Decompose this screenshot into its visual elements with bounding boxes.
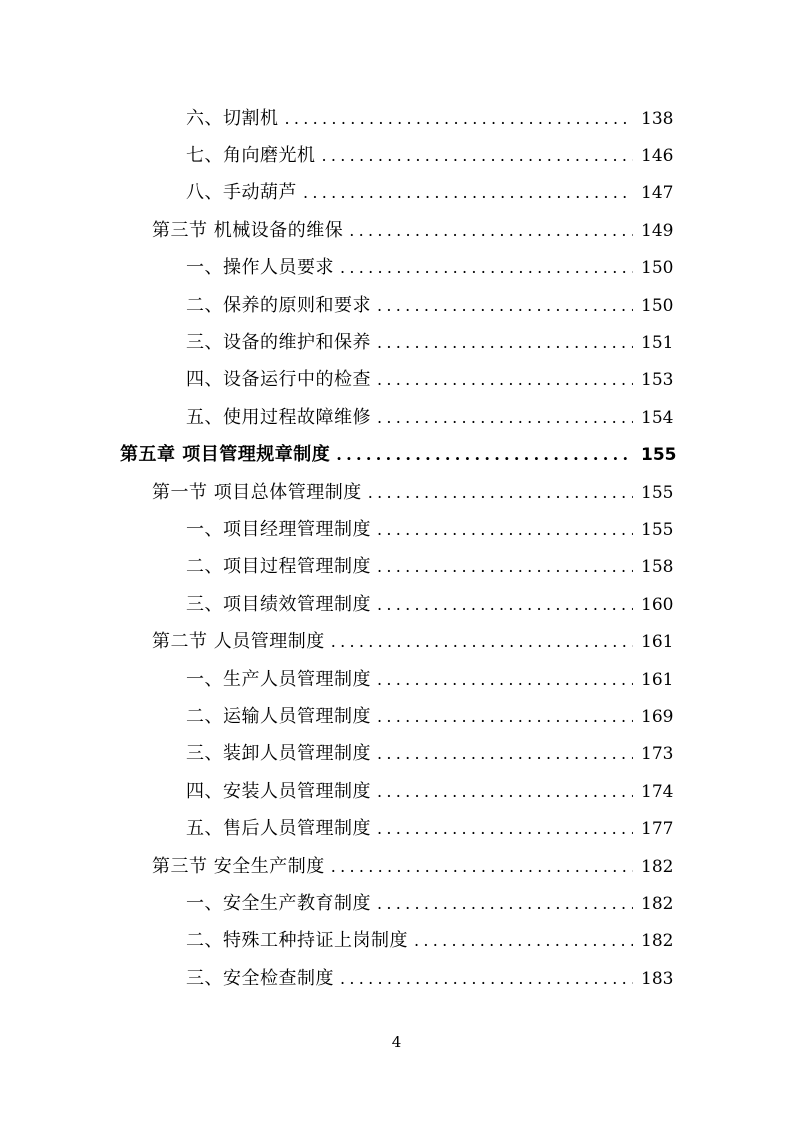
toc-entry-title: 七、角向磨光机 [186,145,316,167]
dot-leader [368,482,633,504]
toc-entry[interactable] [0,474,793,511]
toc-entry-title: 第三节 机械设备的维保 [152,219,344,241]
toc-entry-title: 一、生产人员管理制度 [186,668,371,690]
toc-entry-title: 第五章 项目管理规章制度 [120,444,331,466]
toc-entry[interactable] [0,287,793,324]
toc-entry-page-number: 158 [641,557,674,578]
toc-entry-title: 一、操作人员要求 [186,257,334,279]
toc-entry[interactable] [0,437,793,474]
toc-entry[interactable] [0,175,793,212]
toc-entry[interactable] [0,137,793,174]
dot-leader [285,108,634,130]
toc-entry[interactable] [0,960,793,997]
toc-entry-title: 三、项目绩效管理制度 [186,593,371,615]
toc-entry-page-number: 154 [641,407,674,428]
dot-leader [340,968,633,990]
toc-entry-title: 四、设备运行中的检查 [186,369,371,391]
toc-entry[interactable] [0,549,793,586]
toc-entry-title: 三、设备的维护和保养 [186,332,371,354]
toc-entry[interactable] [0,362,793,399]
toc-entry-page-number: 177 [641,819,674,840]
toc-entry-title: 二、运输人员管理制度 [186,705,371,727]
toc-entry[interactable] [0,698,793,735]
dot-leader [377,594,633,616]
dot-leader [377,743,633,765]
dot-leader [349,220,633,242]
dot-leader [377,407,633,429]
dot-leader [336,444,633,466]
toc-entry-title: 二、保养的原则和要求 [186,294,371,316]
dot-leader [377,519,633,541]
toc-entry[interactable] [0,661,793,698]
toc-entry-page-number: 155 [641,519,674,540]
toc-entry-page-number: 155 [641,445,677,466]
toc-entry-page-number: 161 [641,632,674,653]
toc-entry-title: 一、项目经理管理制度 [186,518,371,540]
toc-entry-page-number: 173 [641,744,674,765]
toc-entry[interactable] [0,810,793,847]
toc-entry-page-number: 155 [641,482,674,503]
toc-entry-page-number: 161 [641,669,674,690]
table-of-contents [0,100,793,997]
toc-entry-page-number: 150 [641,258,674,279]
toc-entry-page-number: 153 [641,370,674,391]
toc-entry[interactable] [0,923,793,960]
toc-entry-page-number: 182 [641,931,674,952]
toc-entry-title: 一、安全生产教育制度 [186,892,371,914]
toc-entry-title: 第二节 人员管理制度 [152,631,325,653]
toc-entry-title: 二、特殊工种持证上岗制度 [186,930,408,952]
toc-entry-title: 五、售后人员管理制度 [186,818,371,840]
dot-leader [331,631,633,653]
dot-leader [303,182,633,204]
toc-entry-page-number: 147 [641,183,674,204]
dot-leader [377,332,633,354]
toc-entry-title: 六、切割机 [186,107,279,129]
dot-leader [377,369,633,391]
toc-entry[interactable] [0,100,793,137]
toc-entry[interactable] [0,399,793,436]
dot-leader [340,257,633,279]
toc-entry[interactable] [0,773,793,810]
toc-entry-page-number: 151 [641,333,674,354]
toc-entry-title: 第一节 项目总体管理制度 [152,481,362,503]
toc-entry[interactable] [0,511,793,548]
dot-leader [377,706,633,728]
toc-entry[interactable] [0,212,793,249]
toc-entry[interactable] [0,250,793,287]
dot-leader [377,818,633,840]
toc-entry-page-number: 174 [641,781,674,802]
dot-leader [377,669,633,691]
toc-entry-page-number: 150 [641,295,674,316]
toc-entry[interactable] [0,885,793,922]
toc-entry-page-number: 138 [641,108,674,129]
toc-entry-title: 第三节 安全生产制度 [152,855,325,877]
dot-leader [377,893,633,915]
toc-entry[interactable] [0,623,793,660]
page-number: 4 [391,1033,402,1051]
toc-entry[interactable] [0,586,793,623]
dot-leader [377,556,633,578]
dot-leader [322,145,634,167]
toc-entry-page-number: 160 [641,594,674,615]
toc-entry-title: 五、使用过程故障维修 [186,406,371,428]
toc-entry-page-number: 182 [641,856,674,877]
dot-leader [331,856,633,878]
toc-entry-title: 三、装卸人员管理制度 [186,743,371,765]
toc-entry-page-number: 149 [641,220,674,241]
toc-entry-title: 三、安全检查制度 [186,967,334,989]
toc-entry-title: 二、项目过程管理制度 [186,556,371,578]
dot-leader [377,295,633,317]
toc-entry[interactable] [0,324,793,361]
toc-entry[interactable] [0,736,793,773]
toc-entry-title: 四、安装人员管理制度 [186,780,371,802]
dot-leader [377,781,633,803]
toc-entry-page-number: 182 [641,893,674,914]
toc-entry-title: 八、手动葫芦 [186,182,297,204]
dot-leader [414,930,633,952]
toc-entry-page-number: 146 [641,146,674,167]
toc-entry[interactable] [0,848,793,885]
toc-entry-page-number: 183 [641,968,674,989]
toc-entry-page-number: 169 [641,706,674,727]
